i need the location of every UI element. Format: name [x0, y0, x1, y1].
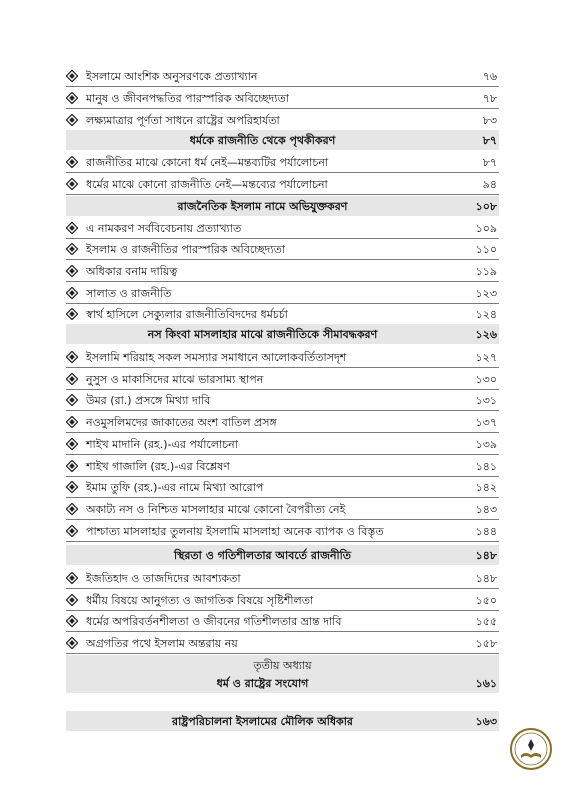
toc-entry-page: ১৪৩ [475, 503, 497, 516]
diamond-bullet-icon [66, 594, 78, 606]
toc-entry [66, 109, 499, 131]
section-heading-title: স্থিরতা ও গতিশীলতার আবর্তে রাজনীতি [173, 549, 352, 562]
diamond-bullet-icon [66, 637, 78, 649]
toc-entry-page: ১৪৪ [475, 525, 497, 538]
toc-entry [66, 632, 499, 654]
chapter-number: তৃতীয় অধ্যায় [253, 659, 312, 672]
toc-entry-page: ১০৯ [475, 222, 497, 235]
toc-entry-title: স্বার্থ হাসিলে সেক্যুলার রাজনীতিবিদদের ধর্মচর্চা [86, 308, 288, 321]
toc-entry [66, 455, 499, 477]
toc-entry [66, 217, 499, 239]
section-heading [66, 545, 499, 565]
diamond-bullet-icon [66, 460, 78, 472]
diamond-bullet-icon [66, 156, 78, 168]
toc-entry [66, 238, 499, 260]
toc-entry-title: ধর্মের মাঝে কোনো রাজনীতি নেই—মন্তব্যের পর্যালোচনা [86, 178, 328, 191]
toc-entry-page: ১৫০ [475, 594, 497, 607]
diamond-bullet-icon [66, 308, 78, 320]
toc-entry [66, 498, 499, 520]
section-heading-title: নস কিংবা মাসলাহার মাঝে রাজনীতিকে সীমাবদ্ধকরণ [147, 328, 378, 341]
chapter-heading [66, 655, 499, 693]
chapter-page: ১৬১ [475, 677, 497, 690]
toc-entry-title: ইসলামি শরিয়াহ সকল সমস্যার সমাধানে আলোকবর্তিতাসদৃশ [86, 351, 347, 364]
toc-entry [66, 87, 499, 109]
toc-entry-title: লক্ষ্যমাত্রার পূর্ণতা সাধনে রাষ্ট্রের অপরিহার্যতা [86, 114, 280, 127]
toc-entry [66, 610, 499, 632]
toc-entry-title: অকাট্য নস ও নিশ্চিত মাসলাহার মাঝে কোনো বৈপরীত্য নেই [86, 503, 346, 516]
toc-entry-page: ৭৬ [482, 70, 497, 83]
toc-entry-page: ১৪১ [475, 460, 497, 473]
toc-entry-title: ইমাম তুফি (রহ.)-এর নামে মিথ্যা আরোপ [86, 481, 264, 494]
toc-entry [66, 567, 499, 589]
diamond-bullet-icon [66, 438, 78, 450]
toc-entry-page: ১৩৯ [475, 438, 497, 451]
section-heading [66, 324, 499, 344]
toc-entry-page: ১৩১ [475, 394, 497, 407]
toc-entry [66, 389, 499, 411]
toc-entry-title: ধর্মের অপরিবর্তনশীলতা ও জীবনের গতিশীলতার ভ্রান্ত দাবি [86, 615, 342, 628]
diamond-bullet-icon [66, 243, 78, 255]
toc-entry-page: ১৪২ [475, 481, 497, 494]
diamond-bullet-icon [66, 373, 78, 385]
toc-entry-title: নওমুসলিমদের জাকাতের অংশ বাতিল প্রসঙ্গ [86, 416, 277, 429]
toc-entry [66, 411, 499, 433]
diamond-bullet-icon [66, 525, 78, 537]
diamond-bullet-icon [66, 351, 78, 363]
section-heading-page: ১০৮ [475, 200, 497, 213]
toc-entry-title: রাজনীতির মাঝে কোনো ধর্ম নেই—মন্তব্যটির পর্যালোচনা [86, 156, 329, 169]
toc-entry [66, 282, 499, 304]
section-heading-title: রাজনৈতিক ইসলাম নামে অভিযুক্তকরণ [177, 200, 348, 213]
diamond-bullet-icon [66, 481, 78, 493]
toc-entry-title: ধর্মীয় বিষয়ে আনুগত্য ও জাগতিক বিষয়ে সৃষ্টিশীলতা [86, 594, 314, 607]
toc-entry [66, 260, 499, 282]
toc-entry-page: ১২৪ [475, 308, 497, 321]
toc-entry-page: ৯৪ [482, 178, 497, 191]
publisher-logo-icon [509, 727, 553, 771]
diamond-bullet-icon [66, 503, 78, 515]
toc-entry-page: ১৫৫ [475, 615, 497, 628]
diamond-bullet-icon [66, 178, 78, 190]
entry-underline [66, 194, 499, 195]
toc-entry-page: ১৪৮ [475, 572, 497, 585]
section-heading [66, 130, 499, 150]
diamond-bullet-icon [66, 615, 78, 627]
toc-entry [66, 476, 499, 498]
toc-entry-page: ১২৭ [475, 351, 497, 364]
section-heading-page: ১৬৩ [475, 715, 497, 728]
toc-entry-page: ১২৩ [475, 287, 497, 300]
toc-entry-page: ১৫৮ [475, 637, 497, 650]
toc-entry-title: সালাত ও রাজনীতি [86, 287, 172, 300]
section-heading-page: ১৪৮ [475, 549, 497, 562]
toc-entry-title: নুসুস ও মাকাসিদের মাঝে ভারসাম্য স্থাপন [86, 373, 264, 386]
diamond-bullet-icon [66, 222, 78, 234]
section-heading [66, 711, 499, 731]
diamond-bullet-icon [66, 416, 78, 428]
section-heading-page: ১২৬ [475, 328, 497, 341]
section-heading-page: ৮৭ [482, 134, 497, 147]
toc-entry [66, 368, 499, 390]
toc-entry-title: পাশ্চাত্য মাসলাহার তুলনায় ইসলামি মাসলাহা অনেক ব্যাপক ও বিস্তৃত [86, 525, 384, 538]
toc-entry-title: শাইখ মাদানি (রহ.)-এর পর্যালোচনা [86, 438, 238, 451]
section-heading [66, 196, 499, 216]
toc-entry-page: ১৩৭ [475, 416, 497, 429]
toc-entry [66, 151, 499, 173]
toc-entry [66, 520, 499, 542]
diamond-bullet-icon [66, 394, 78, 406]
toc-entry-page: ৮৩ [482, 114, 497, 127]
toc-entry-page: ১১৯ [475, 265, 497, 278]
section-heading-title: ধর্মকে রাজনীতি থেকে পৃথকীকরণ [189, 134, 336, 147]
toc-entry-title: এ নামকরণ সর্ববিবেচনায় প্রত্যাখ্যাত [86, 222, 242, 235]
toc-entry-page: ৮৭ [482, 156, 497, 169]
diamond-bullet-icon [66, 265, 78, 277]
toc-entry [66, 346, 499, 368]
entry-underline [66, 653, 499, 654]
toc-entry-title: অধিকার বনাম দায়িত্ব [86, 265, 178, 278]
toc-entry [66, 65, 499, 87]
toc-entry-title: মানুষ ও জীবনপদ্ধতির পারস্পরিক অবিচ্ছেদ্যতা [86, 92, 289, 105]
diamond-bullet-icon [66, 114, 78, 126]
diamond-bullet-icon [66, 572, 78, 584]
diamond-bullet-icon [66, 92, 78, 104]
toc-entry-title: ইজতিহাদ ও তাজদিদের আবশ্যকতা [86, 572, 241, 585]
diamond-bullet-icon [66, 70, 78, 82]
toc-entry-page: ১১০ [475, 243, 497, 256]
toc-entry [66, 173, 499, 195]
toc-entry-title: অগ্রগতির পথে ইসলাম অন্তরায় নয় [86, 637, 238, 650]
toc-entry [66, 433, 499, 455]
toc-entry [66, 589, 499, 611]
toc-entry-page: ৭৮ [482, 92, 497, 105]
toc-entry-title: শাইখ গাজালি (রহ.)-এর বিশ্লেষণ [86, 460, 230, 473]
chapter-title: ধর্ম ও রাষ্ট্রের সংযোগ [216, 677, 309, 690]
diamond-bullet-icon [66, 287, 78, 299]
toc-entry [66, 303, 499, 325]
toc-entry-title: ইসলাম ও রাজনীতির পারস্পরিক অবিচ্ছেদ্যতা [86, 243, 286, 256]
entry-underline [66, 541, 499, 542]
toc-entry-page: ১৩০ [475, 373, 497, 386]
section-heading-title: রাষ্ট্রপরিচালনা ইসলামের মৌলিক অধিকার [172, 715, 353, 728]
toc-entry-title: ইসলামে আংশিক অনুসরণকে প্রত্যাখ্যান [86, 70, 258, 83]
toc-entry-title: উমর (রা.) প্রসঙ্গে মিথ্যা দাবি [86, 394, 211, 407]
